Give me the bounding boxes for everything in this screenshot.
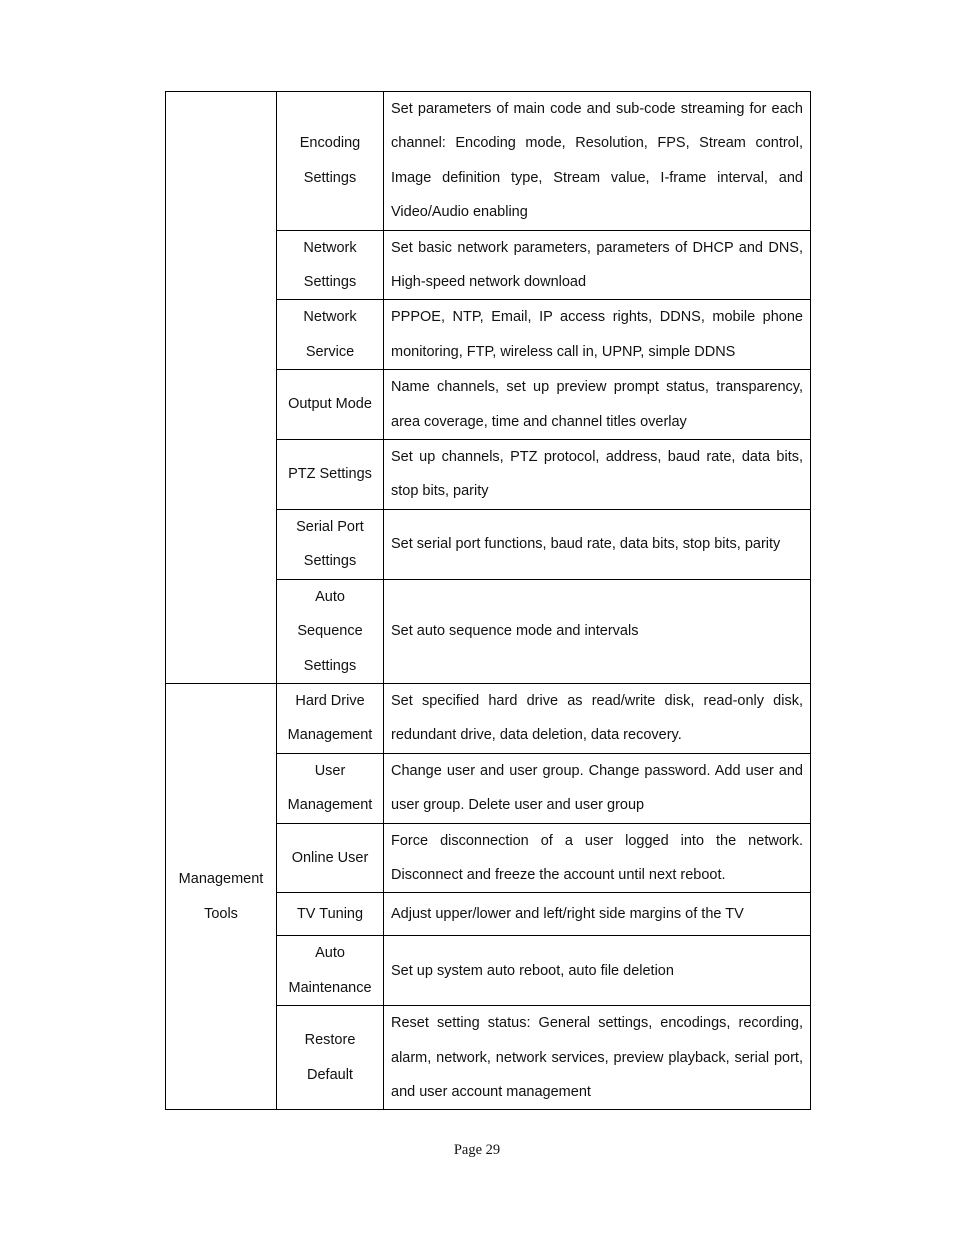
- desc-tv-tuning: Adjust upper/lower and left/right side margins of the TV: [384, 893, 811, 936]
- item-user-management: User Management: [277, 753, 384, 823]
- item-restore-default: Restore Default: [277, 1006, 384, 1110]
- table-row: [166, 683, 811, 753]
- item-online-user: Online User: [277, 823, 384, 893]
- item-auto-maintenance: Auto Maintenance: [277, 936, 384, 1006]
- desc-restore-default: Reset setting status: General settings, encodings, recording, alarm, network, network services, preview playback, serial port, and user account management: [384, 1006, 811, 1110]
- item-tv-tuning: TV Tuning: [277, 893, 384, 936]
- item-hard-drive-management: Hard Drive Management: [277, 683, 384, 753]
- item-serial-port-settings: Serial Port Settings: [277, 509, 384, 579]
- item-encoding-settings: Encoding Settings: [277, 92, 384, 231]
- group-cell-top: [166, 92, 277, 684]
- desc-network-settings: Set basic network parameters, parameters of DHCP and DNS, High-speed network download: [384, 230, 811, 300]
- desc-user-management: Change user and user group. Change password. Add user and user group. Delete user and user group: [384, 753, 811, 823]
- item-network-service: Network Service: [277, 300, 384, 370]
- page-number: Page 29: [453, 1142, 501, 1158]
- desc-auto-sequence-settings: Set auto sequence mode and intervals: [384, 579, 811, 683]
- desc-network-service: PPPOE, NTP, Email, IP access rights, DDNS, mobile phone monitoring, FTP, wireless call in, UPNP, simple DDNS: [384, 300, 811, 370]
- settings-table: [165, 91, 811, 1110]
- item-output-mode: Output Mode: [277, 370, 384, 440]
- desc-encoding-settings: Set parameters of main code and sub-code streaming for each channel: Encoding mode, Resolution, FPS, Stream control, Image definition type, Stream value, I-frame interval, and Video/Audio enabling: [384, 92, 811, 231]
- desc-output-mode: Name channels, set up preview prompt status, transparency, area coverage, time and channel titles overlay: [384, 370, 811, 440]
- item-ptz-settings: PTZ Settings: [277, 440, 384, 510]
- table-row: [166, 92, 811, 231]
- item-network-settings: Network Settings: [277, 230, 384, 300]
- desc-auto-maintenance: Set up system auto reboot, auto file deletion: [384, 936, 811, 1006]
- desc-hard-drive-management: Set specified hard drive as read/write disk, read-only disk, redundant drive, data deletion, data recovery.: [384, 683, 811, 753]
- group-cell-management-tools: Management Tools: [166, 683, 277, 1109]
- desc-online-user: Force disconnection of a user logged into the network. Disconnect and freeze the account until next reboot.: [384, 823, 811, 893]
- desc-serial-port-settings: Set serial port functions, baud rate, data bits, stop bits, parity: [384, 509, 811, 579]
- item-auto-sequence-settings: Auto Sequence Settings: [277, 579, 384, 683]
- desc-ptz-settings: Set up channels, PTZ protocol, address, baud rate, data bits, stop bits, parity: [384, 440, 811, 510]
